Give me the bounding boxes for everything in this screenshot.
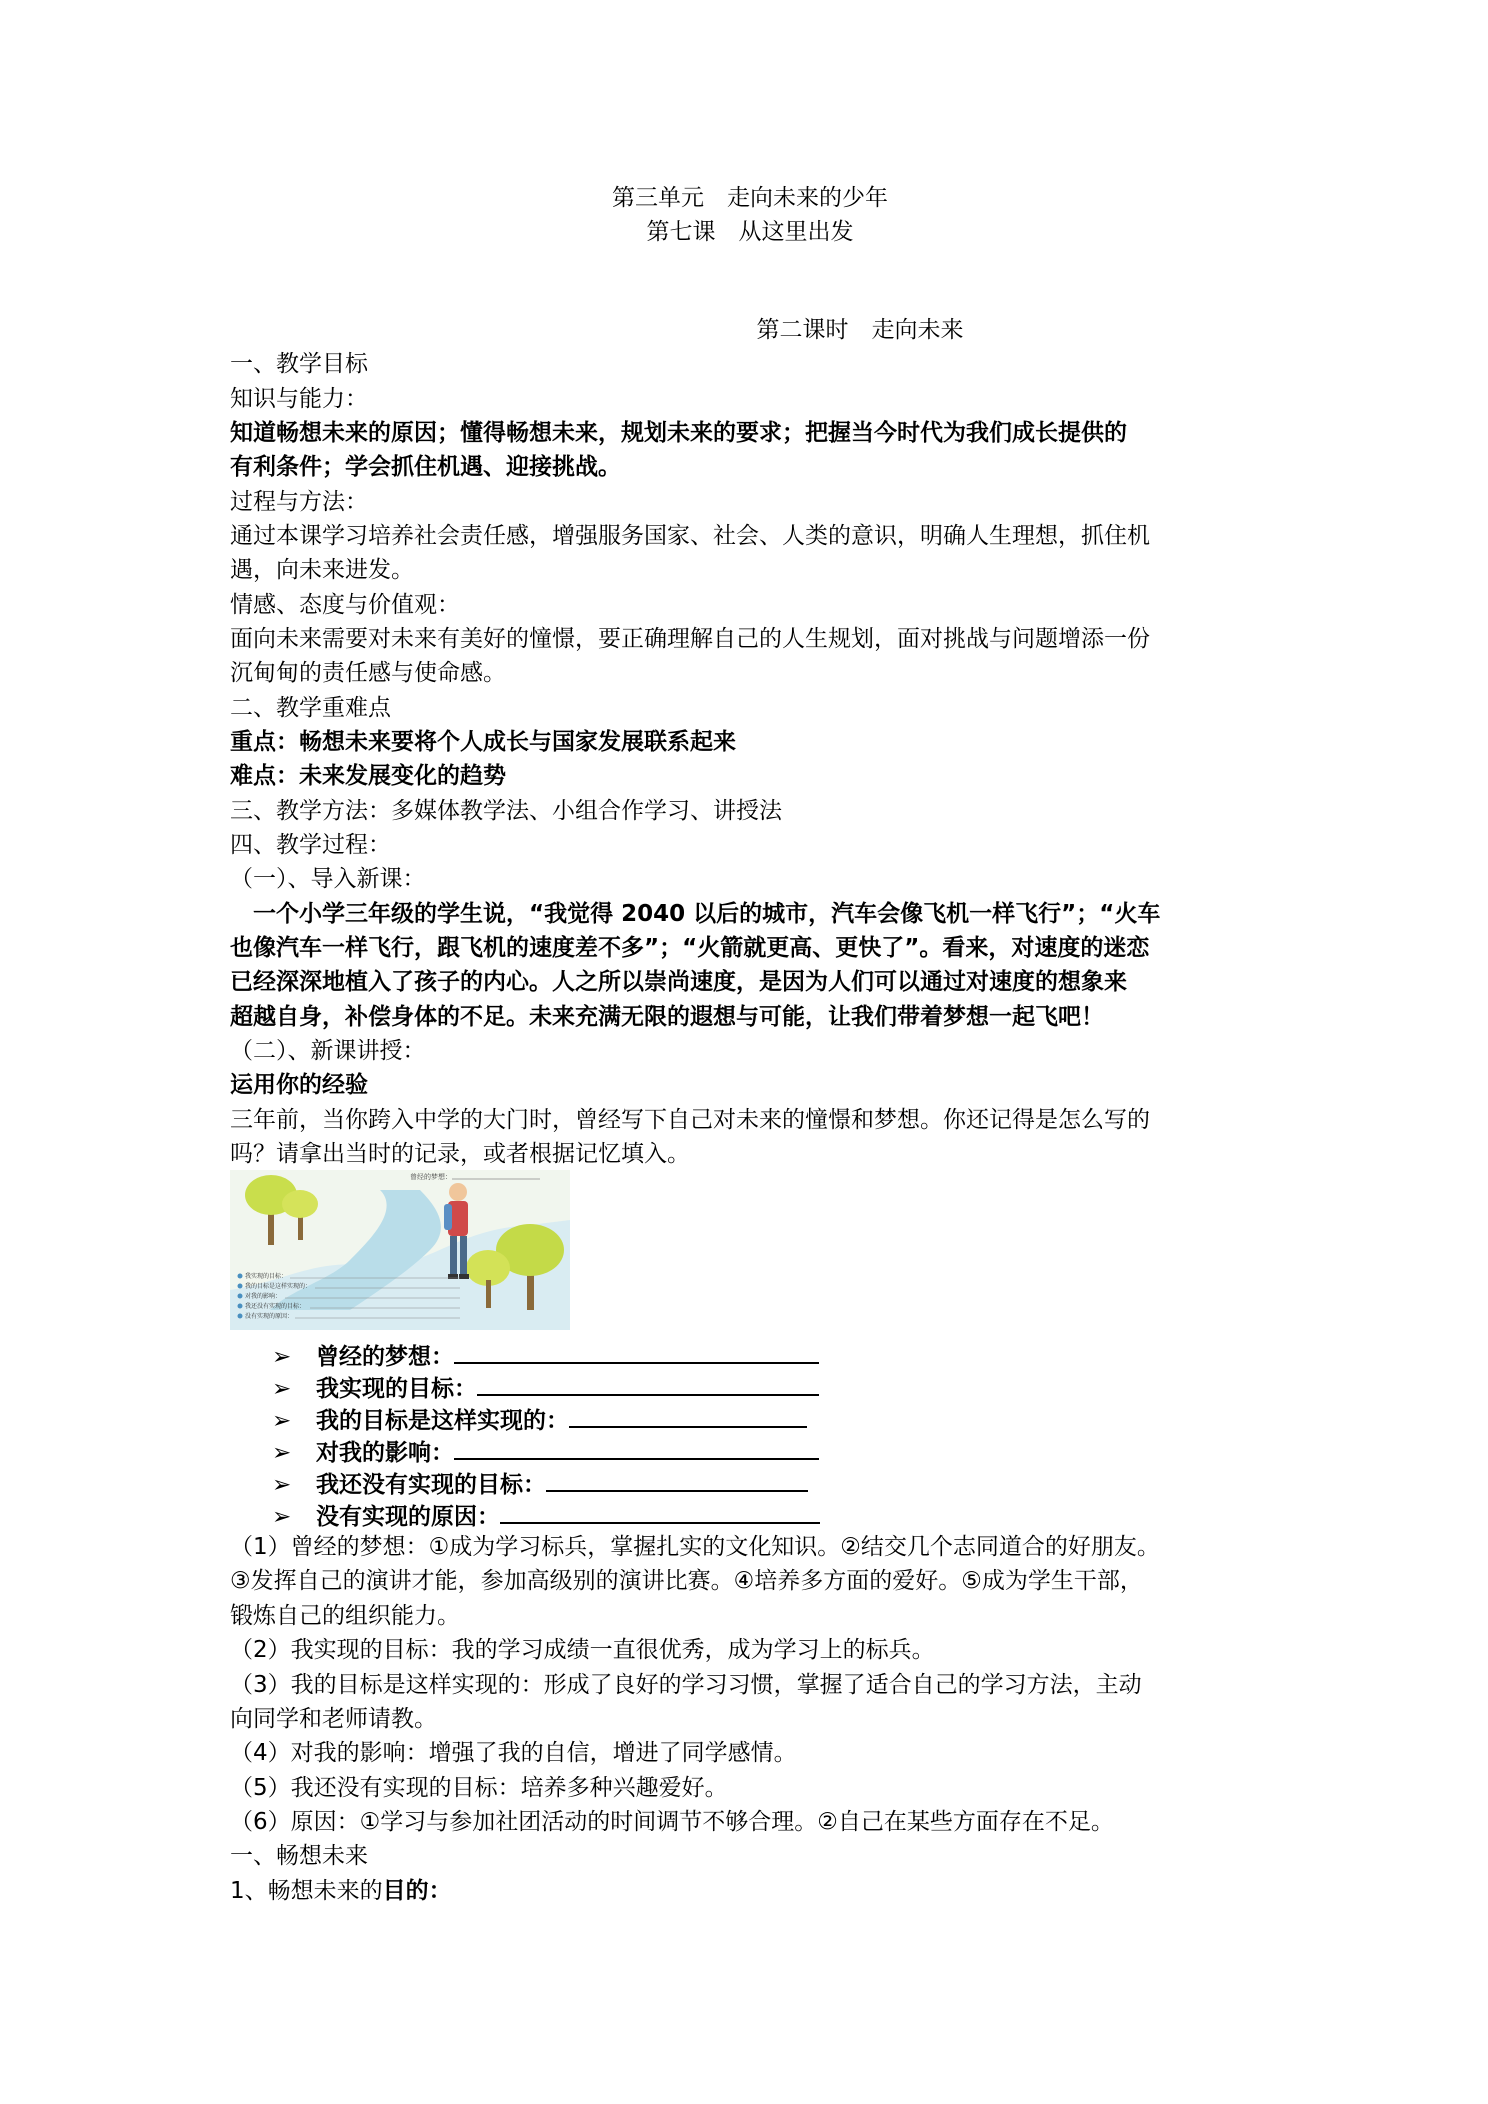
experience-text-1: 三年前，当你跨入中学的大门时，曾经写下自己对未来的憧憬和梦想。你还记得是怎么写的 [230, 1107, 1150, 1133]
answer-blank[interactable] [477, 1368, 819, 1396]
answer-line-6: 向同学和老师请教。 [230, 1706, 437, 1732]
arrow-bullet-icon: ➢ [272, 1472, 292, 1498]
dream-illustration [230, 1170, 570, 1330]
answer-line-2: ③发挥自己的演讲才能，参加高级别的演讲比赛。④培养多方面的爱好。⑤成为学生干部， [230, 1568, 1143, 1594]
keypoints-heading: 二、教学重难点 [230, 695, 391, 721]
lesson-title: 第七课 从这里出发 [646, 219, 854, 245]
figure-item-3: 对我的影响： [245, 1293, 282, 1300]
knowledge-text-2: 有利条件；学会抓住机遇、迎接挑战。 [230, 454, 621, 480]
arrow-bullet-icon: ➢ [272, 1344, 292, 1370]
dream-illustration-svg [230, 1170, 570, 1330]
new-lesson-label: （二）、新课讲授： [230, 1038, 426, 1064]
answer-blank[interactable] [454, 1432, 819, 1460]
emotion-label: 情感、态度与价值观： [230, 592, 460, 618]
experience-title: 运用你的经验 [230, 1072, 368, 1098]
key-point: 重点：畅想未来要将个人成长与国家发展联系起来 [230, 729, 736, 755]
answer-line-9: （6）原因：①学习与参加社团活动的时间调节不够合理。②自己在某些方面存在不足。 [230, 1809, 1114, 1835]
figure-heading: 曾经的梦想： [410, 1173, 452, 1181]
bullet-item: ➢ 对我的影响： [272, 1432, 819, 1469]
arrow-bullet-icon: ➢ [272, 1504, 292, 1530]
methods-line: 三、教学方法：多媒体教学法、小组合作学习、讲授法 [230, 798, 782, 824]
difficult-point: 难点：未来发展变化的趋势 [230, 763, 506, 789]
answer-blank[interactable] [546, 1464, 808, 1492]
knowledge-text-1: 知道畅想未来的原因；懂得畅想未来，规划未来的要求；把握当今时代为我们成长提供的 [230, 420, 1127, 446]
answer-line-4: （2）我实现的目标：我的学习成绩一直很优秀，成为学习上的标兵。 [230, 1637, 935, 1663]
answer-blank[interactable] [454, 1336, 819, 1364]
bullet-item: ➢ 曾经的梦想： [272, 1336, 819, 1373]
arrow-bullet-icon: ➢ [272, 1440, 292, 1466]
answer-line-7: （4）对我的影响：增强了我的自信，增进了同学感情。 [230, 1740, 797, 1766]
unit-title: 第三单元 走向未来的少年 [612, 185, 888, 211]
process-text-1: 通过本课学习培养社会责任感，增强服务国家、社会、人类的意识，明确人生理想，抓住机 [230, 523, 1150, 549]
process-text-2: 遇，向未来进发。 [230, 557, 414, 583]
bullet-item: ➢ 我实现的目标： [272, 1368, 819, 1405]
bullet-item: ➢ 我的目标是这样实现的： [272, 1400, 807, 1437]
experience-text-2: 吗？请拿出当时的记录，或者根据记忆填入。 [230, 1141, 690, 1167]
answer-line-1: （1）曾经的梦想：①成为学习标兵，掌握扎实的文化知识。②结交几个志同道合的好朋友。 [230, 1534, 1160, 1560]
arrow-bullet-icon: ➢ [272, 1376, 292, 1402]
bullet-item: ➢ 没有实现的原因： [272, 1496, 820, 1533]
answer-line-3: 锻炼自己的组织能力。 [230, 1603, 460, 1629]
period-title: 第二课时 走向未来 [756, 317, 964, 343]
process-label: 过程与方法： [230, 489, 368, 515]
emotion-text-2: 沉甸甸的责任感与使命感。 [230, 660, 506, 686]
intro-text-2: 也像汽车一样飞行，跟飞机的速度差不多”；“火箭就更高、更快了”。看来，对速度的迷恋 [230, 935, 1150, 961]
arrow-bullet-icon: ➢ [272, 1408, 292, 1434]
process-heading: 四、教学过程： [230, 832, 391, 858]
emotion-text-1: 面向未来需要对未来有美好的憧憬，要正确理解自己的人生规划，面对挑战与问题增添一份 [230, 626, 1150, 652]
intro-label: （一）、导入新课： [230, 866, 426, 892]
answer-line-8: （5）我还没有实现的目标：培养多种兴趣爱好。 [230, 1775, 728, 1801]
intro-text-3: 已经深深地植入了孩子的内心。人之所以崇尚速度，是因为人们可以通过对速度的想象来 [230, 969, 1127, 995]
intro-text-4: 超越自身，补偿身体的不足。未来充满无限的遐想与可能，让我们带着梦想一起飞吧！ [230, 1004, 1104, 1030]
figure-item-2: 我的目标是这样实现的： [245, 1283, 312, 1290]
answer-blank[interactable] [569, 1400, 807, 1428]
section-item: 1、畅想未来的目的： [230, 1878, 452, 1904]
intro-text-1: 一个小学三年级的学生说，“我觉得 2040 以后的城市，汽车会像飞机一样飞行”；“火车 [230, 901, 1161, 927]
figure-item-1: 我实现的目标： [245, 1273, 288, 1280]
knowledge-label: 知识与能力： [230, 386, 368, 412]
answer-blank[interactable] [500, 1496, 820, 1524]
figure-item-5: 没有实现的原因： [245, 1313, 294, 1320]
objectives-heading: 一、教学目标 [230, 351, 368, 377]
answer-line-5: （3）我的目标是这样实现的：形成了良好的学习习惯，掌握了适合自己的学习方法，主动 [230, 1672, 1142, 1698]
figure-item-4: 我还没有实现的目标： [245, 1303, 306, 1310]
bullet-item: ➢ 我还没有实现的目标： [272, 1464, 808, 1501]
section-heading: 一、畅想未来 [230, 1843, 368, 1869]
